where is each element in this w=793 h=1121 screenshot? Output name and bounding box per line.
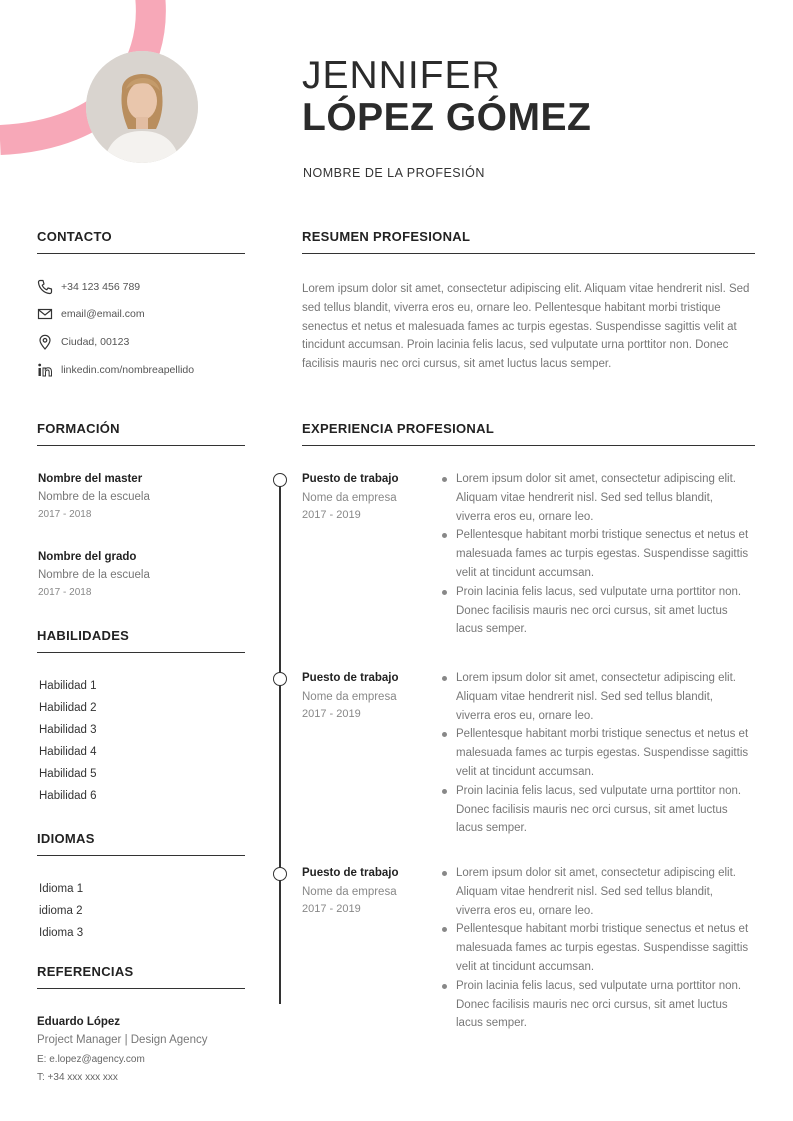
experience-heading: EXPERIENCIA PROFESIONAL <box>302 421 495 436</box>
job-bullets <box>440 669 750 838</box>
reference-name: Eduardo López <box>37 1016 121 1028</box>
linkedin-text: linkedin.com/nombreapellido <box>61 364 195 376</box>
education-item <box>38 473 150 520</box>
language-item: Idioma 1 <box>39 883 84 895</box>
reference-role: Project Manager | Design Agency <box>37 1034 208 1046</box>
job-bullet: Proin lacinia felis lacus, sed vulputate urna porttitor non. Donec facilisis mauris nec orci cursus, sit amet luctus lacus semper. <box>440 977 750 1033</box>
job-bullet: Proin lacinia felis lacus, sed vulputate urna porttitor non. Donec facilisis mauris nec orci cursus, sit amet luctus lacus semper. <box>440 583 750 639</box>
job-header <box>302 672 399 720</box>
education-item <box>38 551 150 598</box>
summary-text: Lorem ipsum dolor sit amet, consectetur adipiscing elit. Aliquam vitae hendrerit nisl. Sed sed tellus blandit, viverra eros eu, ornare leo. Pellentesque habitant morbi tristique senectus et netus et malesuada fames ac turpis egestas. Suspendisse sagittis velit at tincidunt accumsan. Proin lacinia felis lacus, sed vulputate urna porttitor non. Donec facilisis mauris nec orci cursus, sit amet luctus lacus semper. <box>302 283 750 371</box>
contact-phone[interactable] <box>37 279 140 295</box>
email-icon <box>37 306 53 322</box>
job-years: 2017 - 2019 <box>302 903 361 915</box>
skill-item: Habilidad 3 <box>39 724 97 736</box>
timeline-dot <box>273 867 287 881</box>
references-heading: REFERENCIAS <box>37 964 134 979</box>
profile-photo <box>86 51 198 163</box>
job-bullets <box>440 470 750 639</box>
email-text: email@email.com <box>61 308 145 320</box>
summary-divider <box>302 253 755 254</box>
phone-icon <box>37 279 53 295</box>
degree-name: Nombre del master <box>38 473 143 485</box>
phone-text: +34 123 456 789 <box>61 281 141 293</box>
job-title: Puesto de trabajo <box>302 473 399 485</box>
job-title: Puesto de trabajo <box>302 672 399 684</box>
education-years: 2017 - 2018 <box>38 509 92 520</box>
contact-heading: CONTACTO <box>37 229 112 244</box>
timeline-line <box>279 486 281 1004</box>
company-name: Nome da empresa <box>302 691 397 703</box>
contact-linkedin[interactable] <box>37 362 194 378</box>
education-heading: FORMACIÓN <box>37 421 120 436</box>
school-name: Nombre de la escuela <box>38 491 150 503</box>
last-name: LÓPEZ GÓMEZ <box>302 96 592 139</box>
contact-city <box>37 334 129 350</box>
job-title: Puesto de trabajo <box>302 867 399 879</box>
job-bullets <box>440 864 750 1033</box>
city-text: Ciudad, 00123 <box>61 336 130 348</box>
job-years: 2017 - 2019 <box>302 708 361 720</box>
job-bullet: Lorem ipsum dolor sit amet, consectetur adipiscing elit. Aliquam vitae hendrerit nisl. Sed sed tellus blandit, viverra eros eu, ornare leo. <box>440 470 750 526</box>
skill-item: Habilidad 6 <box>39 790 97 802</box>
linkedin-icon <box>37 362 53 378</box>
job-bullet: Lorem ipsum dolor sit amet, consectetur adipiscing elit. Aliquam vitae hendrerit nisl. Sed sed tellus blandit, viverra eros eu, ornare leo. <box>440 669 750 725</box>
job-header <box>302 867 399 915</box>
language-item: Idioma 3 <box>39 927 84 939</box>
reference-email[interactable]: E: e.lopez@agency.com <box>37 1054 145 1065</box>
skill-item: Habilidad 2 <box>39 702 97 714</box>
references-divider <box>37 988 245 989</box>
education-years: 2017 - 2018 <box>38 587 92 598</box>
reference-phone[interactable]: T: +34 xxx xxx xxx <box>37 1072 118 1083</box>
skills-heading: HABILIDADES <box>37 628 130 643</box>
languages-heading: IDIOMAS <box>37 831 95 846</box>
skill-item: Habilidad 5 <box>39 768 97 780</box>
job-bullet: Pellentesque habitant morbi tristique senectus et netus et malesuada fames ac turpis egestas. Suspendisse sagittis velit at tincidunt accumsan. <box>440 920 750 976</box>
experience-divider <box>302 445 755 446</box>
education-divider <box>37 445 245 446</box>
summary-heading: RESUMEN PROFESIONAL <box>302 229 471 244</box>
school-name: Nombre de la escuela <box>38 569 150 581</box>
location-pin-icon <box>37 334 53 350</box>
contact-email[interactable] <box>37 306 145 322</box>
languages-divider <box>37 855 245 856</box>
profession-title: NOMBRE DE LA PROFESIÓN <box>303 166 485 180</box>
skills-divider <box>37 652 245 653</box>
contact-divider <box>37 253 245 254</box>
degree-name: Nombre del grado <box>38 551 137 563</box>
first-name: JENNIFER <box>302 54 501 97</box>
company-name: Nome da empresa <box>302 886 397 898</box>
job-bullet: Pellentesque habitant morbi tristique senectus et netus et malesuada fames ac turpis egestas. Suspendisse sagittis velit at tincidunt accumsan. <box>440 725 750 781</box>
job-bullet: Proin lacinia felis lacus, sed vulputate urna porttitor non. Donec facilisis mauris nec orci cursus, sit amet luctus lacus semper. <box>440 782 750 838</box>
skill-item: Habilidad 4 <box>39 746 97 758</box>
language-item: idioma 2 <box>39 905 83 917</box>
job-bullet: Lorem ipsum dolor sit amet, consectetur adipiscing elit. Aliquam vitae hendrerit nisl. Sed sed tellus blandit, viverra eros eu, ornare leo. <box>440 864 750 920</box>
job-bullet: Pellentesque habitant morbi tristique senectus et netus et malesuada fames ac turpis egestas. Suspendisse sagittis velit at tincidunt accumsan. <box>440 526 750 582</box>
job-header <box>302 473 399 521</box>
timeline-dot <box>273 672 287 686</box>
timeline-dot <box>273 473 287 487</box>
job-years: 2017 - 2019 <box>302 509 361 521</box>
company-name: Nome da empresa <box>302 492 397 504</box>
skill-item: Habilidad 1 <box>39 680 97 692</box>
